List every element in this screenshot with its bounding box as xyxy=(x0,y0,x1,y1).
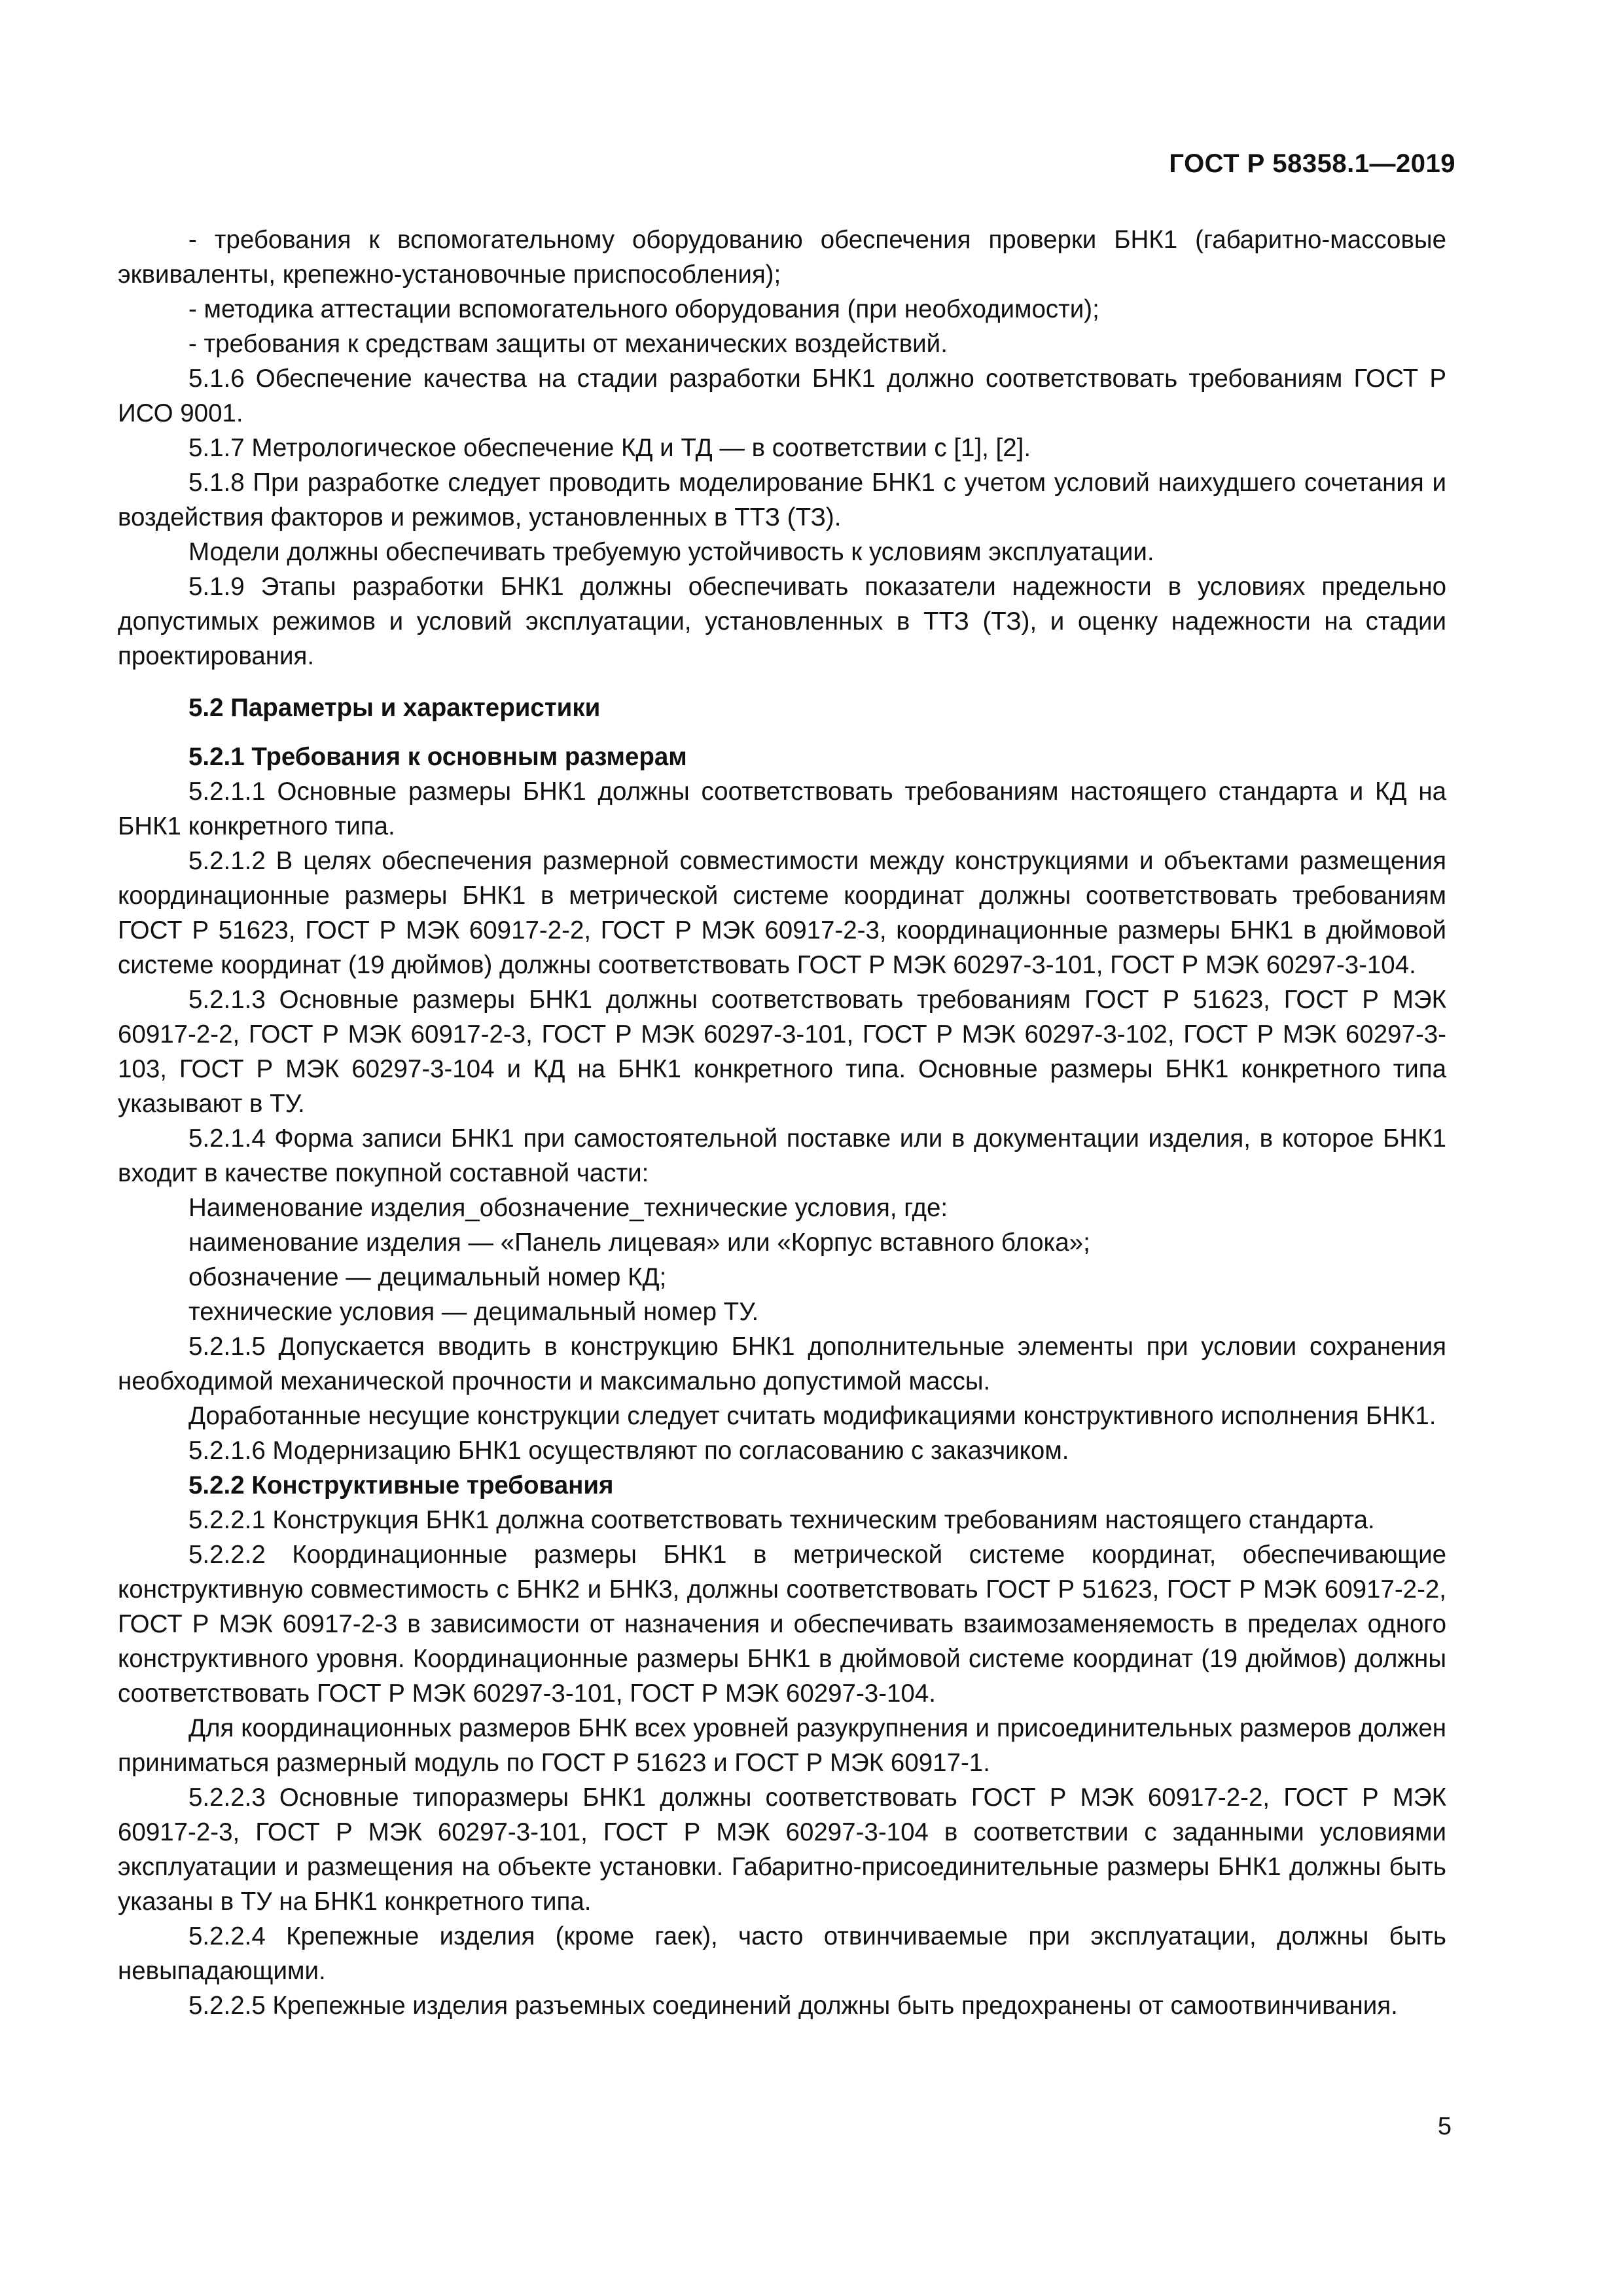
body-paragraph: 5.1.9 Этапы разработки БНК1 должны обеспечивать показатели надежности в условиях предельно допустимых режимов и условий эксплуатации, установленных в ТТЗ (ТЗ), и оценку надежности на стадии проектирования. xyxy=(118,573,1446,670)
document-body xyxy=(118,223,1446,2023)
body-paragraph: 5.2.2.1 Конструкция БНК1 должна соответствовать техническим требованиям настоящего стандарта. xyxy=(188,1506,1375,1534)
body-paragraph: Модели должны обеспечивать требуемую устойчивость к условиям эксплуатации. xyxy=(188,538,1154,566)
body-paragraph: наименование изделия — «Панель лицевая» или «Корпус вставного блока»; xyxy=(188,1229,1090,1257)
body-paragraph: 5.2.1.2 В целях обеспечения размерной совместимости между конструкциями и объектами размещения координационные размеры БНК1 в метрической системе координат должны соответствовать требованиям ГОСТ Р 51623, ГОСТ Р МЭК 60917-2-2, ГОСТ Р МЭК 60917-2-3, координационные размеры БНК1 в дюймовой системе координат (19 дюймов) должны соответствовать ГОСТ Р МЭК 60297-3-101, ГОСТ Р МЭК 60297-3-104. xyxy=(118,847,1446,979)
body-paragraph: Наименование изделия_обозначение_технические условия, где: xyxy=(188,1194,948,1222)
body-paragraph: 5.2.2.5 Крепежные изделия разъемных соединений должны быть предохранены от самоотвинчивания. xyxy=(188,1992,1398,2020)
body-paragraph: Доработанные несущие конструкции следует считать модификациями конструктивного исполнения БНК1. xyxy=(188,1402,1436,1430)
body-paragraph: технические условия — децимальный номер ТУ. xyxy=(188,1298,759,1326)
body-paragraph: 5.1.7 Метрологическое обеспечение КД и ТД — в соответствии с [1], [2]. xyxy=(188,434,1031,462)
body-paragraph: 5.2.1.6 Модернизацию БНК1 осуществляют по согласованию с заказчиком. xyxy=(188,1437,1069,1465)
body-paragraph: 5.2.1.3 Основные размеры БНК1 должны соответствовать требованиям ГОСТ Р 51623, ГОСТ Р МЭК 60917-2-2, ГОСТ Р МЭК 60917-2-3, ГОСТ Р МЭК 60297-3-101, ГОСТ Р МЭК 60297-3-102, ГОСТ Р МЭК 60297-3-103, ГОСТ Р МЭК 60297-3-104 и КД на БНК1 конкретного типа. Основные размеры БНК1 конкретного типа указывают в ТУ. xyxy=(118,986,1446,1118)
body-paragraph: - требования к средствам защиты от механических воздействий. xyxy=(188,330,948,358)
body-paragraph: 5.1.6 Обеспечение качества на стадии разработки БНК1 должно соответствовать требованиям ГОСТ Р ИСО 9001. xyxy=(118,365,1446,427)
body-paragraph: 5.2.1.4 Форма записи БНК1 при самостоятельной поставке или в документации изделия, в которое БНК1 входит в качестве покупной составной части: xyxy=(118,1124,1446,1187)
body-paragraph: - методика аттестации вспомогательного оборудования (при необходимости); xyxy=(188,295,1099,323)
section-heading: 5.2.2 Конструктивные требования xyxy=(188,1471,614,1499)
body-paragraph: 5.2.2.4 Крепежные изделия (кроме гаек), часто отвинчиваемые при эксплуатации, должны быть невыпадающими. xyxy=(118,1922,1446,1985)
section-heading: 5.2 Параметры и характеристики xyxy=(188,694,601,722)
body-paragraph: 5.1.8 При разработке следует проводить моделирование БНК1 с учетом условий наихудшего сочетания и воздействия факторов и режимов, установленных в ТТЗ (ТЗ). xyxy=(118,469,1446,531)
standard-id-header: ГОСТ Р 58358.1—2019 xyxy=(1169,149,1455,178)
body-paragraph: 5.2.1.5 Допускается вводить в конструкцию БНК1 дополнительные элементы при условии сохранения необходимой механической прочности и максимально допустимой массы. xyxy=(118,1333,1446,1395)
page-number: 5 xyxy=(1437,2113,1452,2140)
body-paragraph: 5.2.2.3 Основные типоразмеры БНК1 должны соответствовать ГОСТ Р МЭК 60917-2-2, ГОСТ Р МЭК 60917-2-3, ГОСТ Р МЭК 60297-3-101, ГОСТ Р МЭК 60297-3-104 в соответствии с заданными условиями эксплуатации и размещения на объекте установки. Габаритно-присоединительные размеры БНК1 должны быть указаны в ТУ на БНК1 конкретного типа. xyxy=(118,1784,1446,1916)
section-heading: 5.2.1 Требования к основным размерам xyxy=(188,743,687,771)
body-paragraph: 5.2.2.2 Координационные размеры БНК1 в метрической системе координат, обеспечивающие конструктивную совместимость с БНК2 и БНК3, должны соответствовать ГОСТ Р 51623, ГОСТ Р МЭК 60917-2-2, ГОСТ Р МЭК 60917-2-3 в зависимости от назначения и обеспечивать взаимозаменяемость в пределах одного конструктивного уровня. Координационные размеры БНК1 в дюймовой системе координат (19 дюймов) должны соответствовать ГОСТ Р МЭК 60297-3-101, ГОСТ Р МЭК 60297-3-104. xyxy=(118,1541,1446,1708)
body-paragraph: - требования к вспомогательному оборудованию обеспечения проверки БНК1 (габаритно-массовые эквиваленты, крепежно-установочные приспособления); xyxy=(118,226,1446,289)
body-paragraph: Для координационных размеров БНК всех уровней разукрупнения и присоединительных размеров должен приниматься размерный модуль по ГОСТ Р 51623 и ГОСТ Р МЭК 60917-1. xyxy=(118,1714,1446,1777)
body-paragraph: обозначение — децимальный номер КД; xyxy=(188,1263,667,1291)
body-paragraph: 5.2.1.1 Основные размеры БНК1 должны соответствовать требованиям настоящего стандарта и КД на БНК1 конкретного типа. xyxy=(118,778,1446,840)
